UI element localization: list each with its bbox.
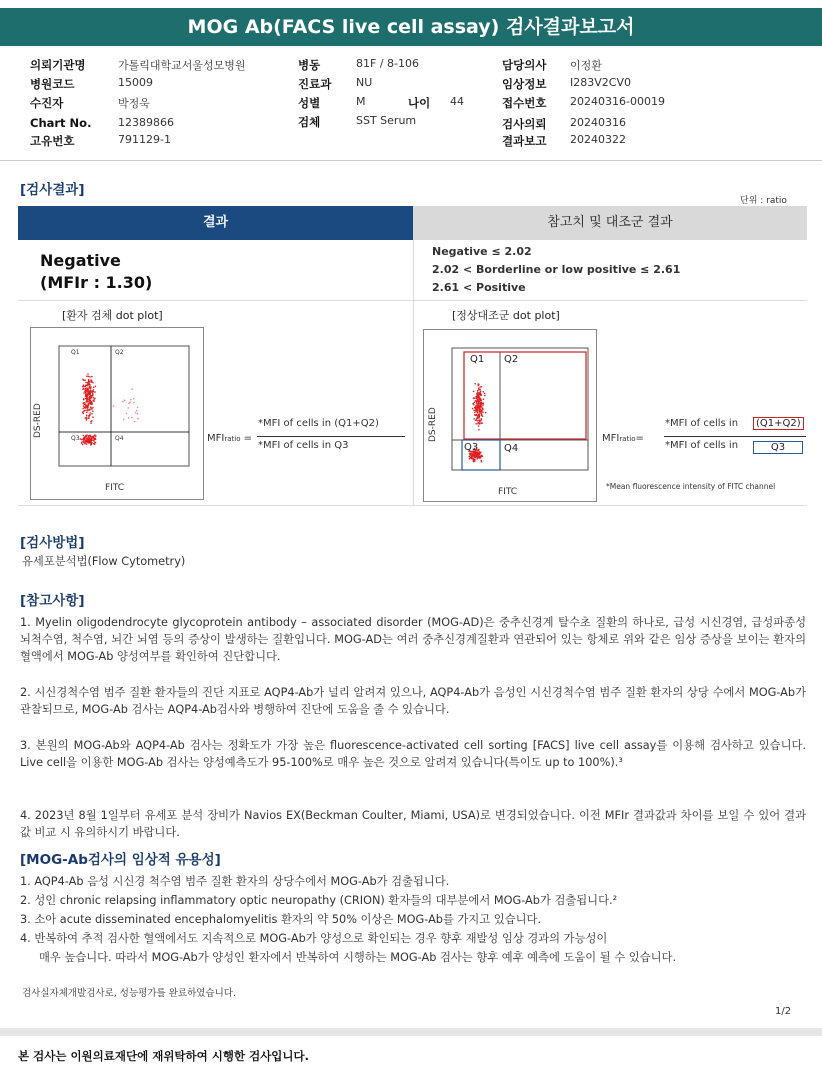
dot (93, 443, 95, 445)
dot (86, 400, 88, 402)
dot (126, 413, 128, 415)
dot (85, 382, 87, 384)
dot (91, 437, 93, 439)
dot (482, 408, 484, 410)
dot (473, 391, 475, 393)
dot (86, 375, 88, 377)
ward-value: 81F / 8-106 (356, 57, 419, 70)
notes-heading: [참고사항] (20, 593, 85, 609)
dot (137, 413, 139, 415)
dot (479, 416, 481, 418)
dot (87, 393, 89, 395)
dot (476, 458, 478, 460)
dot (85, 404, 87, 406)
dot (83, 392, 85, 394)
hospital-code-label: 병원코드 (30, 77, 75, 91)
dot (122, 401, 124, 403)
dot (482, 412, 484, 414)
dot (94, 398, 96, 400)
dot (88, 404, 90, 406)
dot (87, 405, 89, 407)
dot (476, 417, 478, 419)
dot (86, 416, 88, 418)
result-heading: [검사결과] (20, 182, 85, 198)
dot (85, 435, 87, 437)
dot (93, 391, 95, 393)
dot (84, 439, 86, 441)
control-q2-label: Q2 (504, 354, 519, 365)
dot (87, 373, 89, 375)
footer-band (0, 1028, 822, 1036)
control-formula-line (664, 436, 806, 437)
dot (91, 376, 93, 378)
dot (88, 379, 90, 381)
dot (482, 403, 484, 405)
dot (86, 398, 88, 400)
dot (88, 376, 90, 378)
sex-label: 성별 (298, 96, 321, 110)
dot (482, 415, 484, 417)
dot (130, 399, 132, 401)
dot (86, 414, 88, 416)
dot (83, 411, 85, 413)
patient-q1-label: Q1 (71, 349, 80, 356)
dot (85, 384, 87, 386)
dot (475, 410, 477, 412)
dot (131, 388, 133, 390)
ward-label: 병동 (298, 58, 321, 72)
dot (478, 413, 480, 415)
dot (83, 405, 85, 407)
dot (93, 387, 95, 389)
dot (484, 395, 486, 397)
specimen-label: 검체 (298, 115, 321, 129)
control-mfi-label (602, 433, 644, 444)
control-plot-label: [정상대조군 dot plot] (452, 309, 560, 322)
header-divider (0, 160, 822, 161)
dot (480, 422, 482, 424)
dot (480, 394, 482, 396)
dot (85, 390, 87, 392)
clinical-item-3: 3. 소아 acute disseminated encephalomyelitis 환자의 약 50% 이상은 MOG-Ab를 가지고 있습니다. (20, 913, 542, 926)
dot (472, 408, 474, 410)
dot (84, 443, 86, 445)
dot (94, 391, 96, 393)
dot (474, 412, 476, 414)
dot (480, 402, 482, 404)
dot (93, 400, 95, 402)
control-q4-label: Q4 (504, 443, 519, 454)
dot (484, 393, 486, 395)
dot (477, 420, 479, 422)
dot (90, 386, 92, 388)
clinical-item-1: 1. AQP4-Ab 음성 시신경 척수염 범주 질환 환자의 상당수에서 MOG-Ab가 검출됩니다. (20, 875, 450, 888)
dot (474, 414, 476, 416)
dot (89, 376, 91, 378)
dot (93, 399, 95, 401)
dot (473, 453, 475, 455)
dot (476, 405, 478, 407)
dot (479, 392, 481, 394)
dot (86, 440, 88, 442)
page-number: 1/2 (775, 1006, 792, 1017)
patient-x-axis-label: FITC (105, 483, 125, 493)
control-formula-numerator-prefix: *MFI of cells in (665, 418, 739, 429)
control-x-axis-label: FITC (498, 487, 518, 497)
dot (477, 409, 479, 411)
dot (83, 399, 85, 401)
dot (480, 404, 482, 406)
dot (83, 386, 85, 388)
dot (133, 398, 135, 400)
dot (85, 409, 87, 411)
dot (483, 391, 485, 393)
dot (84, 441, 86, 443)
unit-label: 단위 : ratio (740, 196, 787, 206)
dot (84, 379, 86, 381)
dot (91, 420, 93, 422)
dot (479, 422, 481, 424)
dot (93, 397, 95, 399)
dot (92, 407, 94, 409)
dot (479, 386, 481, 388)
dot (91, 380, 93, 382)
dot (481, 460, 483, 462)
dot (137, 418, 139, 420)
dot (93, 440, 95, 442)
control-q3-label: Q3 (464, 442, 479, 453)
note-2: 2. 시신경척수염 범주 질환 환자들의 진단 지표로 AQP4-Ab가 널리 알려져 있으나, AQP4-Ab가 음성인 시신경척수염 범주 질환 환자의 상당 수에서 MOG-Ab가 관찰되므로, MOG-Ab 검사는 AQP4-Ab검사와 병행하여 진단에 도움을 줄 수 있습니다. (20, 686, 806, 716)
control-formula-denominator-prefix: *MFI of cells in (665, 440, 739, 451)
dot (84, 389, 86, 391)
dot (93, 389, 95, 391)
dot (128, 402, 130, 404)
dot (89, 434, 91, 436)
dot (478, 420, 480, 422)
dot (477, 412, 479, 414)
dot (89, 440, 91, 442)
report-title: MOG Ab(FACS live cell assay) 검사결과보고서 (0, 8, 822, 46)
footer-note: 본 검사는 이원의료재단에 재위탁하여 시행한 검사입니다. (18, 1049, 310, 1063)
dot (477, 383, 479, 385)
report-date-value: 20240322 (570, 133, 626, 146)
dot (479, 407, 481, 409)
department-label: 진료과 (298, 77, 332, 91)
dot (84, 437, 86, 439)
range-negative: Negative ≤ 2.02 (432, 245, 532, 258)
dot (473, 460, 475, 462)
report-date-label: 결과보고 (502, 134, 547, 148)
dot (82, 408, 84, 410)
dot (82, 444, 84, 446)
control-dot-plot (423, 329, 597, 502)
dot (479, 456, 481, 458)
unique-no-label: 고유번호 (30, 134, 75, 148)
patient-name-value: 박정욱 (118, 97, 150, 110)
dot (479, 452, 481, 454)
patient-q3-label: Q3 (71, 435, 80, 442)
dot (87, 441, 89, 443)
control-formula-denominator-box: Q3 (753, 441, 803, 454)
dot (89, 412, 91, 414)
dot (474, 457, 476, 459)
dot (478, 425, 480, 427)
dot (476, 402, 478, 404)
dot (475, 400, 477, 402)
control-mfi-sub: ratio (619, 435, 636, 443)
doctor-label: 담당의사 (502, 58, 547, 72)
receipt-no-value: 20240316-00019 (570, 95, 665, 108)
dot (480, 399, 482, 401)
dot (90, 422, 92, 424)
dot (475, 423, 477, 425)
dot (477, 403, 479, 405)
dot (471, 455, 473, 457)
dot (474, 402, 476, 404)
dot (87, 389, 89, 391)
dot (92, 394, 94, 396)
dot (95, 386, 97, 388)
request-date-value: 20240316 (570, 116, 626, 129)
dot (94, 441, 96, 443)
patient-plot-frame (59, 346, 189, 466)
dot (478, 429, 480, 431)
dot (95, 438, 97, 440)
hospital-value: 가톨릭대학교서울성모병원 (118, 59, 246, 72)
dot (128, 417, 130, 419)
dot (83, 403, 85, 405)
clinical-info-label: 임상정보 (502, 77, 547, 91)
chart-no-value: 12389866 (118, 116, 174, 129)
dot (131, 417, 133, 419)
result-main: Negative (40, 251, 121, 270)
dot (123, 419, 125, 421)
dot (81, 441, 83, 443)
control-q1-label: Q1 (470, 354, 485, 365)
dot (86, 412, 88, 414)
dot (475, 408, 477, 410)
age-label: 나이 (408, 96, 431, 110)
dot (476, 400, 478, 402)
dot (472, 403, 474, 405)
dot (481, 418, 483, 420)
control-y-axis-label: DS-RED (428, 407, 438, 442)
dot (91, 397, 93, 399)
sex-value: M (356, 95, 366, 108)
patient-q4-label: Q4 (115, 435, 124, 442)
dot (91, 413, 93, 415)
range-positive: 2.61 < Positive (432, 281, 526, 294)
method-text: 유세포분석법(Flow Cytometry) (22, 555, 186, 568)
control-plot-svg (424, 330, 596, 501)
chart-no-label: Chart No. (30, 116, 92, 130)
dot (474, 383, 476, 385)
patient-mfi-sub: ratio (224, 435, 241, 443)
clinical-info-value: I283V2CV0 (570, 76, 631, 89)
unique-no-value: 791129-1 (118, 133, 171, 146)
dot (477, 455, 479, 457)
dot (479, 401, 481, 403)
dot (128, 407, 130, 409)
patient-dots (80, 373, 139, 445)
dot (88, 418, 90, 420)
patient-mfi-text: MFI (207, 433, 225, 444)
note-3: 3. 본원의 MOG-Ab와 AQP4-Ab 검사는 정확도가 가장 높은 fluorescence-activated cell sorting [FACS] live cell assay를 이용해 검사하고 있습니다. Live cell을 이용한 MOG-Ab 검사는 양성예측도가 95-100%로 매우 높은 것으로 알려져 있습니다(특이도 up to 100%).³ (20, 739, 806, 769)
result-value: (MFIr : 1.30) (40, 273, 153, 292)
dot (476, 398, 478, 400)
dot (86, 438, 88, 440)
patient-mfi-eq: = (243, 433, 253, 444)
dot (86, 407, 88, 409)
dot (90, 406, 92, 408)
dot (475, 396, 477, 398)
dot (89, 386, 91, 388)
clinical-heading: [MOG-Ab검사의 임상적 유용성] (20, 852, 221, 868)
dot (471, 458, 473, 460)
dot (89, 399, 91, 401)
method-heading: [검사방법] (20, 535, 85, 551)
dot (478, 397, 480, 399)
hospital-code-value: 15009 (118, 76, 153, 89)
range-borderline: 2.02 < Borderline or low positive ≤ 2.61 (432, 263, 681, 276)
dot (124, 399, 126, 401)
dot (90, 403, 92, 405)
dot (480, 411, 482, 413)
dot (92, 416, 94, 418)
control-mfi-eq: = (635, 433, 644, 444)
dot (92, 410, 94, 412)
receipt-no-label: 접수번호 (502, 96, 547, 110)
dot (483, 399, 485, 401)
patient-plot-label: [환자 검체 dot plot] (62, 309, 163, 322)
dot (93, 436, 95, 438)
dot (481, 414, 483, 416)
patient-q2-label: Q2 (115, 349, 124, 356)
hospital-label: 의뢰기관명 (30, 58, 86, 72)
patient-formula-denominator: *MFI of cells in Q3 (258, 440, 349, 451)
dot (473, 418, 475, 420)
dot (83, 384, 85, 386)
patient-name-label: 수진자 (30, 96, 64, 110)
clinical-item-4-cont: 매우 높습니다. 따라서 MOG-Ab가 양성인 환자에서 반복하여 시행하는 MOG-Ab 검사는 향후 예후 예측에 도움이 될 수 있습니다. (39, 951, 677, 964)
dot (133, 402, 135, 404)
dot (478, 389, 480, 391)
dot (87, 409, 89, 411)
dot (134, 421, 136, 423)
dot (480, 391, 482, 393)
department-value: NU (356, 76, 373, 89)
request-date-label: 검사의뢰 (502, 117, 547, 131)
result-column-divider (413, 240, 414, 505)
dot (90, 391, 92, 393)
patient-mfi-label (207, 433, 252, 444)
dot (136, 410, 138, 412)
dot (81, 439, 83, 441)
dot (95, 435, 97, 437)
dot (89, 382, 91, 384)
dot (90, 443, 92, 445)
dot (86, 396, 88, 398)
dot (82, 388, 84, 390)
dot (90, 394, 92, 396)
dot (137, 407, 139, 409)
dot (478, 449, 480, 451)
doctor-value: 이정환 (570, 59, 602, 72)
dot (480, 452, 482, 454)
dot (92, 382, 94, 384)
dot (477, 415, 479, 417)
dot (478, 387, 480, 389)
dot (82, 379, 84, 381)
dot (485, 412, 487, 414)
dot (113, 405, 115, 407)
patient-y-axis-label: DS-RED (33, 403, 43, 438)
dot (474, 397, 476, 399)
result-column-header: 결과 (18, 206, 413, 240)
dot (475, 454, 477, 456)
reference-column-header: 참고치 및 대조군 결과 (413, 206, 807, 240)
dot (80, 438, 82, 440)
patient-formula-line (257, 436, 405, 437)
dot (85, 395, 87, 397)
dot (86, 418, 88, 420)
validation-note: 검사실자체개발검사로, 성능평가를 완료하였습니다. (22, 988, 236, 999)
dot (89, 381, 91, 383)
control-formula-numerator-box: (Q1+Q2) (753, 417, 804, 430)
patient-formula-numerator: *MFI of cells in (Q1+Q2) (258, 418, 379, 429)
clinical-item-2: 2. 성인 chronic relapsing inflammatory optic neuropathy (CRION) 환자들의 대부분에서 MOG-Ab가 검출됩니다.² (20, 894, 618, 907)
result-bottom-divider (18, 505, 807, 506)
control-mfi-text: MFI (602, 433, 620, 444)
dot (89, 393, 91, 395)
dot (471, 453, 473, 455)
patient-plot-svg (31, 328, 203, 499)
dot (83, 435, 85, 437)
dot (87, 385, 89, 387)
note-1: 1. Myelin oligodendrocyte glycoprotein antibody – associated disorder (MOG-AD)은 중추신경계 탈수초 질환의 하나로, 급성 시신경염, 급성파종성 뇌척수염, 척수염, 뇌간 뇌염 등의 증상이 발생하는 질환입니다. MOG-AD는 여러 중추신경계질환과 연관되어 있는 항체로 위와 같은 임상 증상을 보이는 환자의 혈액에서 MOG-Ab 양성여부를 확인하여 진단합니다. (20, 616, 807, 663)
dot (88, 436, 90, 438)
dot (88, 416, 90, 418)
dot (135, 412, 137, 414)
dot (91, 408, 93, 410)
mfi-footnote: *Mean fluorescence intensity of FITC channel (606, 482, 776, 491)
specimen-value: SST Serum (356, 114, 417, 127)
control-q1q2-box (464, 352, 586, 439)
dot (89, 397, 91, 399)
dot (476, 411, 478, 413)
note-4: 4. 2023년 8월 1일부터 유세포 분석 장비가 Navios EX(Beckman Coulter, Miami, USA)로 변경되었습니다. 이전 MFIr 결과값과 차이를 보일 수 있어 결과값 비교 시 유의하시기 바랍니다. (20, 809, 806, 839)
dot (482, 404, 484, 406)
dot (476, 393, 478, 395)
dot (89, 437, 91, 439)
clinical-item-4: 4. 반복하여 추적 검사한 혈액에서도 지속적으로 MOG-Ab가 양성으로 확인되는 경우 향후 재발성 임상 경과의 가능성이 (20, 932, 608, 945)
age-value: 44 (450, 95, 464, 108)
dot (89, 409, 91, 411)
patient-dot-plot (30, 327, 204, 500)
